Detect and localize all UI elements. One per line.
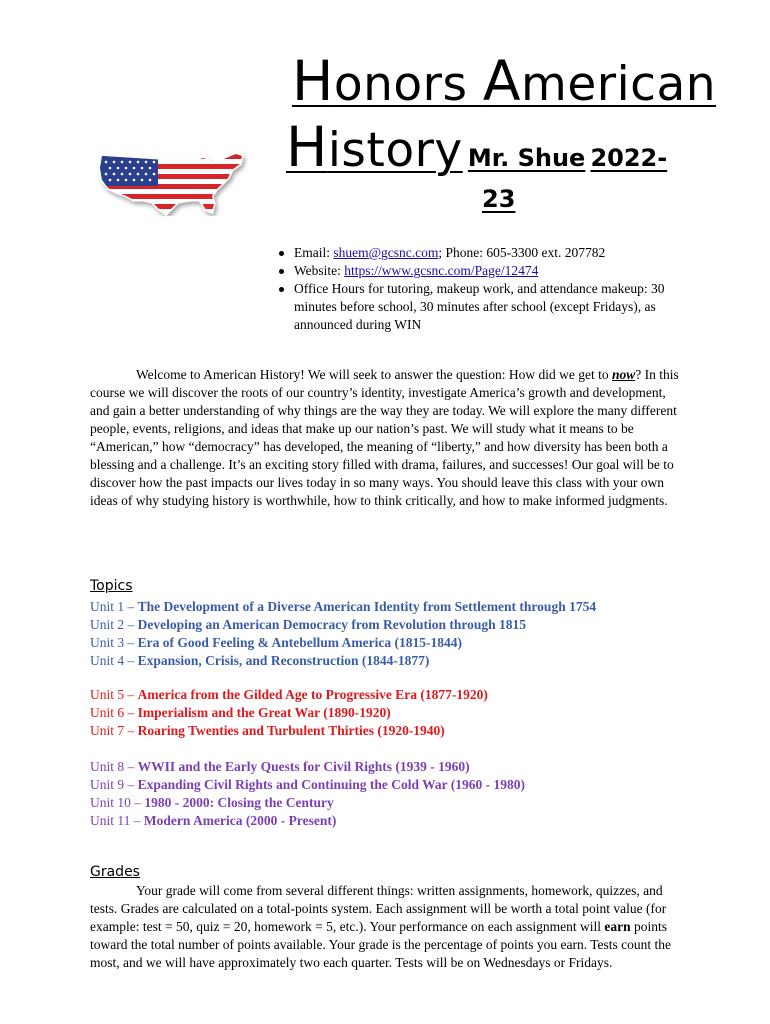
unit-group-2 — [90, 686, 710, 740]
unit-item: Unit 1 – The Development of a Diverse American Identity from Settlement through 1754 — [90, 599, 597, 614]
unit-group-3 — [90, 758, 710, 830]
teacher-name: Mr. Shue — [467, 144, 586, 172]
unit-item: Unit 8 – WWII and the Early Quests for Civil Rights (1939 - 1960) — [90, 759, 470, 774]
grades-emphasis: earn — [604, 919, 631, 934]
unit-item: Unit 6 – Imperialism and the Great War (1890-1920) — [90, 705, 391, 720]
unit-item: Unit 9 – Expanding Civil Rights and Continuing the Cold War (1960 - 1980) — [90, 777, 525, 792]
contact-website-item: Website: https://www.gcsnc.com/Page/12474 — [294, 262, 694, 280]
unit-item: Unit 3 – Era of Good Feeling & Antebellum America (1815-1844) — [90, 635, 462, 650]
us-flag-map-image — [96, 150, 248, 216]
grades-paragraph: Your grade will come from several different things: written assignments, homework, quizzes, and tests. Grades are calculated on a total-points system. Each assignment will be worth a total point value (for example: test = 50, quiz = 20, homework = 5, etc.). Your performance on each assignment will earn points toward the total number of points available. Your grade is the percentage of points you earn. Tests count the most, and we will have approximately two each quarter. Tests will be on Wednesdays or Fridays. — [90, 883, 672, 970]
intro-emphasis: now — [611, 367, 636, 382]
unit-item: Unit 11 – Modern America (2000 - Present) — [90, 813, 337, 828]
school-year-start: 2022- — [590, 144, 668, 172]
unit-group-1 — [90, 598, 710, 670]
title-history: History — [286, 115, 463, 179]
unit-item: Unit 10 – 1980 - 2000: Closing the Century — [90, 795, 334, 810]
email-link[interactable]: shuem@gcsnc.com — [333, 245, 439, 260]
contact-list — [274, 244, 694, 334]
page-title — [286, 50, 726, 216]
title-line-2 — [286, 116, 726, 182]
phone-text: ; Phone: 605-3300 ext. 207782 — [438, 245, 606, 260]
title-line-1: Honors American — [292, 49, 717, 113]
unit-item: Unit 2 – Developing an American Democracy from Revolution through 1815 — [90, 617, 526, 632]
intro-paragraph: Welcome to American History! We will seek to answer the question: How did we get to now? In this course we will discover the roots of our country’s identity, investigate America’s growth and development, and gain a better understanding of why things are the way they are today. We will explore the many different people, events, religions, and ideas that make up our nation’s past. We will study what it means to be “American,” how “democracy” has developed, the meaning of “liberty,” and how diversity has been both a blessing and a challenge. It’s an exciting story filled with drama, failures, and successes! Our goal will be to discover how the past impacts our lives today in so many ways. You should leave this class with your own ideas of why studying history is worthwhile, how to think critically, and how to make informed judgments. — [90, 367, 679, 508]
contact-email-item: Email: shuem@gcsnc.com; Phone: 605-3300 ext. 207782 — [294, 244, 694, 262]
website-link[interactable]: https://www.gcsnc.com/Page/12474 — [344, 263, 539, 278]
unit-item: Unit 4 – Expansion, Crisis, and Reconstruction (1844-1877) — [90, 653, 430, 668]
topics-heading: Topics — [90, 578, 133, 594]
office-hours-item: Office Hours for tutoring, makeup work, and attendance makeup: 30 minutes before school, 30 minutes after school (except Fridays), as announced during WIN — [294, 280, 694, 334]
unit-item: Unit 7 – Roaring Twenties and Turbulent Thirties (1920-1940) — [90, 723, 445, 738]
school-year-end: 23 — [482, 185, 516, 213]
grades-heading: Grades — [90, 864, 140, 880]
unit-item: Unit 5 – America from the Gilded Age to Progressive Era (1877-1920) — [90, 687, 488, 702]
